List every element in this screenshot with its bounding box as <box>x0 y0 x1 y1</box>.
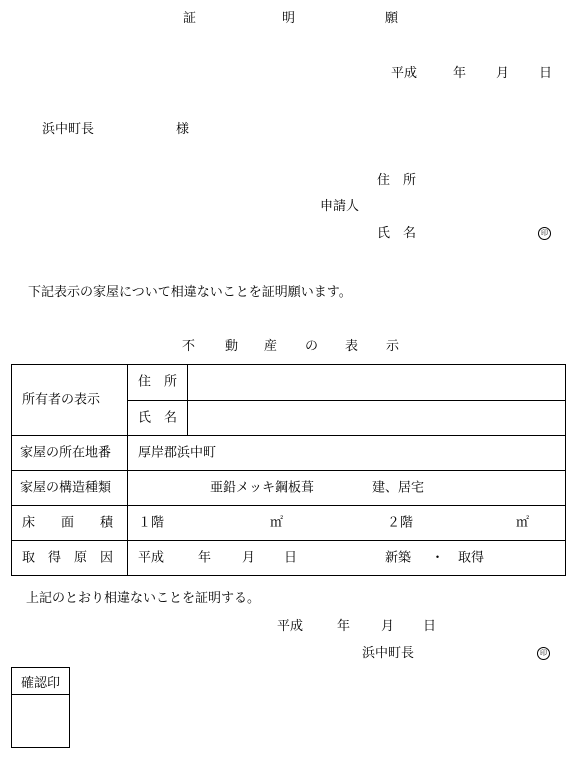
section-title-char-5: 表 <box>345 339 359 354</box>
section-title-char-3: 産 <box>264 339 278 354</box>
confirm-stamp-box <box>11 667 70 748</box>
floor2-label: ２階 <box>387 515 414 531</box>
owner-name-value[interactable] <box>188 400 566 436</box>
addressee-honorific: 様 <box>176 122 190 137</box>
table-row-structure <box>12 471 566 506</box>
section-title-char-6: 示 <box>386 339 400 354</box>
applicant-name-label: 氏 名 <box>377 226 417 241</box>
cert-date-month: 月 <box>381 619 395 634</box>
date-year: 年 <box>453 66 467 81</box>
table-row-floor-area <box>12 506 566 541</box>
mayor-seal-icon: 印 <box>537 647 550 660</box>
property-table <box>11 364 566 576</box>
table-row-acquisition <box>12 541 566 576</box>
location-value: 厚岸郡浜中町 <box>138 445 217 461</box>
addressee-name: 浜中町長 <box>42 122 95 137</box>
section-title-char-4: の <box>305 339 319 354</box>
acquisition-label: 取 得 原 因 <box>22 550 114 566</box>
floor-area-value-cell[interactable] <box>128 506 566 541</box>
structure-label-cell <box>12 471 128 506</box>
title-char-1: 証 <box>183 11 197 26</box>
title-char-2: 明 <box>282 11 296 26</box>
floor1-unit: ㎡ <box>270 515 284 531</box>
structure-value-cell[interactable] <box>128 471 566 506</box>
owner-address-label: 住 所 <box>138 374 178 390</box>
location-label: 家屋の所在地番 <box>20 445 112 461</box>
section-title-char-1: 不 <box>182 339 196 354</box>
applicant-label: 申請人 <box>320 199 360 214</box>
owner-label-cell <box>12 365 128 436</box>
structure-label: 家屋の構造種類 <box>20 480 112 496</box>
request-text: 下記表示の家屋について相違ないことを証明願います。 <box>28 285 352 300</box>
mayor-name: 浜中町長 <box>362 646 415 661</box>
acquisition-value-cell[interactable] <box>128 541 566 576</box>
acq-dot: ・ <box>431 550 445 566</box>
owner-name-label-cell <box>128 400 188 436</box>
owner-address-value[interactable] <box>188 365 566 401</box>
owner-name-label: 氏 名 <box>138 410 178 426</box>
confirm-stamp-area[interactable] <box>12 695 69 747</box>
date-month: 月 <box>496 66 510 81</box>
floor2-unit: ㎡ <box>516 515 530 531</box>
structure-value: 亜鉛メッキ鋼板葺 <box>210 480 315 496</box>
table-row-location <box>12 436 566 471</box>
floor-area-label-cell <box>12 506 128 541</box>
acq-month: 月 <box>242 550 256 566</box>
title-char-3: 願 <box>385 11 399 26</box>
structure-type: 建、居宅 <box>372 480 425 496</box>
section-title-char-2: 動 <box>225 339 239 354</box>
acq-day: 日 <box>284 550 298 566</box>
confirm-stamp-header <box>12 668 69 695</box>
applicant-address-label: 住 所 <box>377 173 417 188</box>
floor1-label: １階 <box>138 515 165 531</box>
table-row-owner-address <box>12 365 566 401</box>
acq-era: 平成 <box>138 550 165 566</box>
acq-year: 年 <box>198 550 212 566</box>
acq-obtain: 取得 <box>458 550 485 566</box>
cert-date-year: 年 <box>337 619 351 634</box>
confirm-stamp-label: 確認印 <box>20 675 60 691</box>
owner-address-label-cell <box>128 365 188 401</box>
owner-label: 所有者の表示 <box>22 392 101 408</box>
date-era: 平成 <box>391 66 418 81</box>
date-day: 日 <box>539 66 553 81</box>
acq-new: 新築 <box>385 550 412 566</box>
floor-area-label: 床 面 積 <box>22 515 114 531</box>
certify-text: 上記のとおり相違ないことを証明する。 <box>26 591 261 606</box>
location-label-cell <box>12 436 128 471</box>
acquisition-label-cell <box>12 541 128 576</box>
applicant-seal-icon: 印 <box>538 227 551 240</box>
cert-date-era: 平成 <box>277 619 304 634</box>
location-value-cell[interactable] <box>128 436 566 471</box>
cert-date-day: 日 <box>423 619 437 634</box>
